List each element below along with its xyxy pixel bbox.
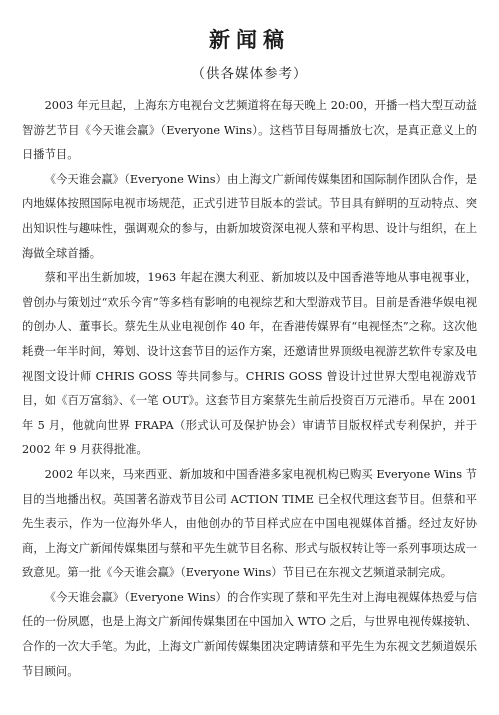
paragraph-2: 《今天谁会赢》（Everyone Wins）由上海文广新闻传媒集团和国际制作团队合作，是内地媒体按照国际电视市场规范，正式引进节目版本的尝试。节目具有鲜明的互动特点、突出知识性与趣味性，强调观众的参与，由新加坡资深电视人蔡和平构思、设计与组织，在上海做全球首播。 [22, 172, 477, 260]
document-title: 新闻稿 [209, 27, 290, 52]
paragraph-1: 2003 年元旦起，上海东方电视台文艺频道将在每天晚上 20:00，开播一档大型互动益智游艺节目《今天谁会赢》（Everyone Wins）。这档节目每周播放七次，是真正意义上的日播节目。 [22, 99, 477, 162]
document-subtitle: （供各媒体参考） [191, 66, 308, 82]
paragraph-5: 《今天谁会赢》（Everyone Wins）的合作实现了蔡和平先生对上海电视媒体热爱与信任的一份夙愿，也是上海文广新闻传媒集团在中国加入 WTO 之后，与世界电视传媒接轨、合作的一次大手笔。为此，上海文广新闻传媒集团决定聘请蔡和平先生为东视文艺频道娱乐节目顾问。 [22, 590, 477, 678]
paragraph-4: 2002 年以来，马来西亚、新加坡和中国香港多家电视机构已购买 Everyone Wins 节目的当地播出权。英国著名游戏节目公司 ACTION TIME 已全权代理这套节目。但蔡和平先生表示，作为一位海外华人，由他创办的节目样式应在中国电视媒体首播。经过友好协商，上海文广新闻传媒集团与蔡和平先生就节目名称、形式与版权转让等一系列事项达成一致意见。第一批《今天谁会赢》（Everyone Wins）节目已在东视文艺频道录制完成。 [22, 467, 477, 580]
paragraph-3: 蔡和平出生新加坡，1963 年起在澳大利亚、新加坡以及中国香港等地从事电视事业，曾创办与策划过“欢乐今宵”等多档有影响的电视综艺和大型游戏节目。目前是香港华娱电视的创办人、董事长。蔡先生从业电视创作 40 年，在香港传媒界有“电视怪杰”之称。这次他耗费一年半时间，筹划、设计这套节目的运作方案，还邀请世界顶级电视游艺软件专家及电视图文设计师 CHRIS GOSS 等共同参与。CHRIS GOSS 曾设计过世界大型电视游戏节目，如《百万富翁》、《一笔 OUT》。这套节目方案蔡先生前后投资百万元港币。早在 2001 年 5 月，他就向世界 FRAPA（形式认可及保护协会）审请节目版权样式专利保护，并于 2002 年 9 月获得批准。 [22, 271, 477, 457]
